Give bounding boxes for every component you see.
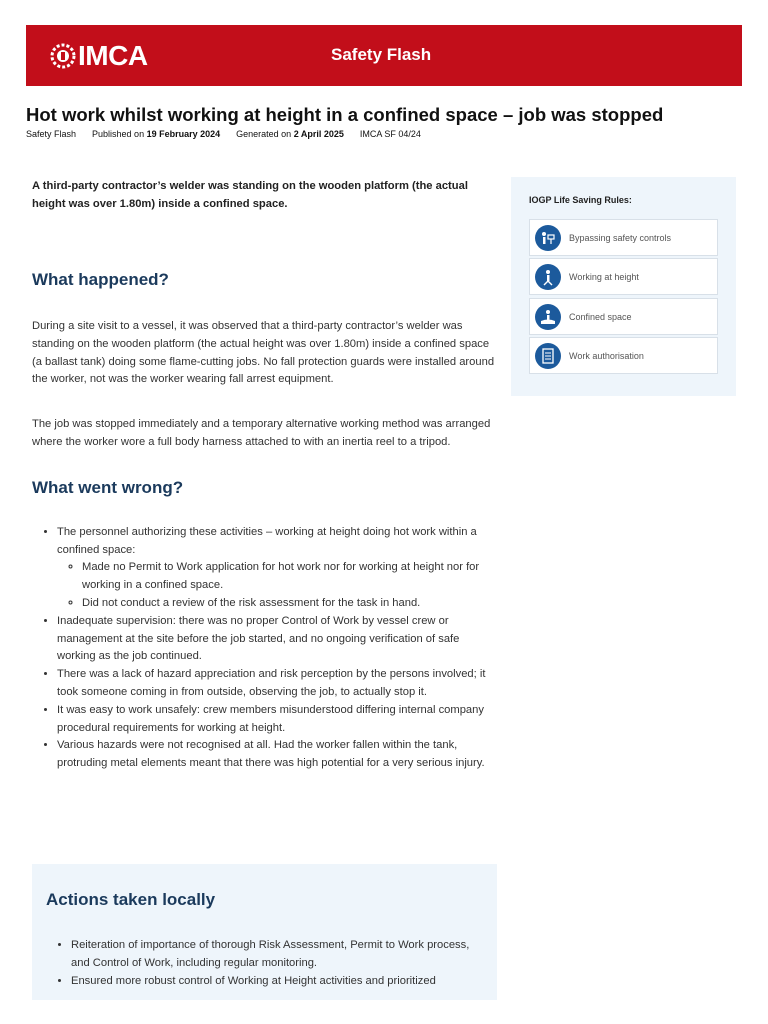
what-went-wrong-list	[32, 524, 496, 773]
life-saving-rules-title: IOGP Life Saving Rules:	[529, 195, 632, 205]
list-item: ◦ Did not conduct a review of the risk assessment for the task in hand.	[82, 595, 496, 613]
meta-published: Published on 19 February 2024	[92, 129, 221, 139]
gear-logo-icon	[50, 43, 76, 69]
meta-generated: Generated on 2 April 2025	[236, 129, 344, 139]
rule-label: Working at height	[569, 271, 639, 282]
actions-list	[46, 937, 491, 990]
bypassing-safety-controls-icon	[535, 225, 561, 251]
list-item: • Reiteration of importance of thorough Risk Assessment, Permit to Work process, and Control of Work, including regular monitoring.	[71, 937, 491, 973]
confined-space-icon	[535, 304, 561, 330]
list-item: ◦ Made no Permit to Work application for hot work nor for working at height nor for working in a confined space.	[82, 559, 496, 595]
rule-confined-space[interactable]	[529, 298, 718, 335]
rule-label: Bypassing safety controls	[569, 232, 672, 243]
list-item: • Inadequate supervision: there was no proper Control of Work by vessel crew or management at the site before the job started, and no ongoing verification of safe working as the job continued.	[57, 613, 496, 666]
list-item: • Ensured more robust control of Working at Height activities and prioritized	[71, 973, 491, 991]
list-item: • There was a lack of hazard appreciation and risk perception by the persons involved; it took someone coming in from outside, observing the job, to actually stop it.	[57, 666, 496, 702]
logo-text: IMCA	[78, 40, 148, 71]
list-item: • The personnel authorizing these activities – working at height doing hot work within a confined space: ◦ Made no Permit to Work application for hot work nor for working at height nor for working in a confined space. ◦ Did not conduct a review of the risk assessment for the task in hand.	[57, 524, 496, 613]
rule-working-at-height[interactable]	[529, 258, 718, 295]
rule-label: Confined space	[569, 311, 632, 322]
actions-heading: Actions taken locally	[46, 890, 216, 909]
sub-list	[57, 559, 496, 612]
what-happened-heading: What happened?	[32, 270, 169, 289]
rule-label: Work authorisation	[569, 350, 644, 361]
actions-panel	[32, 864, 497, 1000]
article-meta	[26, 129, 421, 139]
rule-work-authorisation[interactable]	[529, 337, 718, 374]
main-content	[32, 177, 496, 773]
meta-ref: IMCA SF 04/24	[359, 129, 421, 139]
intro-text: A third-party contractor’s welder was standing on the wooden platform (the actual height was over 1.80m) inside a confined space.	[32, 180, 468, 210]
page-title: Hot work whilst working at height in a confined space – job was stopped	[26, 104, 664, 125]
list-item: • Various hazards were not recognised at all. Had the worker fallen within the tank, protruding metal elements meant that there was high potential for a very serious injury.	[57, 737, 496, 773]
meta-type: Safety Flash	[26, 129, 77, 139]
life-saving-rules-panel	[511, 177, 736, 396]
rule-bypassing-safety-controls[interactable]	[529, 219, 718, 256]
what-happened-para-2: The job was stopped immediately and a temporary alternative working method was arranged where the worker wore a full body harness attached to with an inertia reel to a tripod.	[32, 418, 491, 448]
what-went-wrong-heading: What went wrong?	[32, 477, 184, 497]
work-authorisation-icon	[535, 343, 561, 369]
what-happened-para-1: During a site visit to a vessel, it was observed that a third-party contractor’s welder was standing on the wooden platform (the actual height was over 1.80m) inside a confined space (a ballast tank) doing some flame-cutting jobs. No fall protection guards were installed around the worker, not was the worker wearing fall arrest equipment.	[32, 320, 495, 386]
header-banner	[26, 25, 742, 86]
banner-title: Safety Flash	[331, 45, 432, 64]
list-item: • It was easy to work unsafely: crew members misunderstood differing internal company procedural requirements for working at height.	[57, 702, 496, 738]
working-at-height-icon	[535, 264, 561, 290]
imca-logo	[50, 35, 148, 77]
